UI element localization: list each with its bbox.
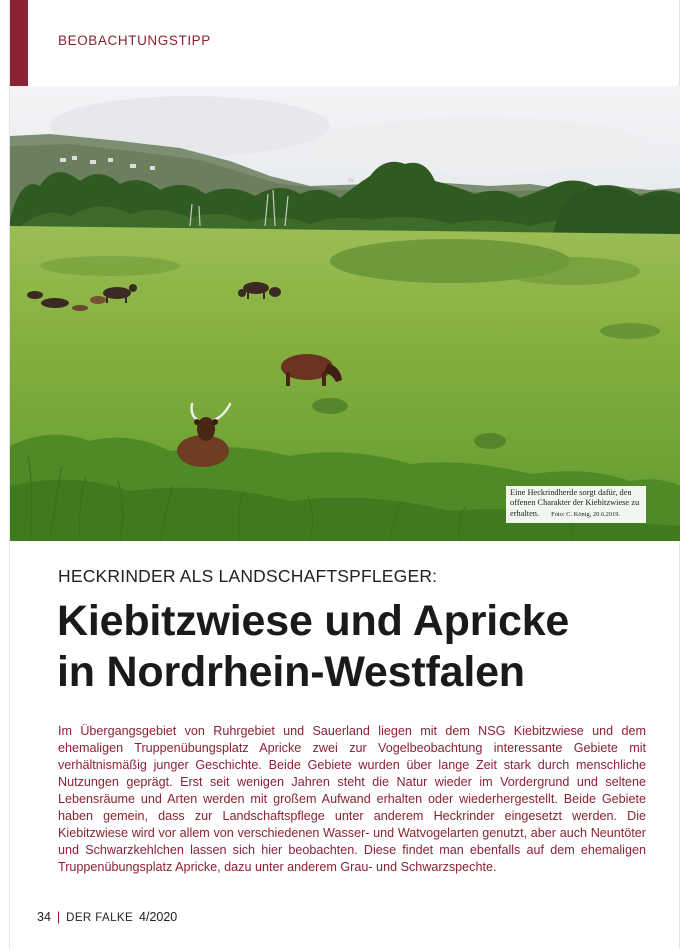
article-headline [57,596,677,698]
issue-number: 4/2020 [139,910,178,924]
footer-separator: | [56,910,61,924]
section-accent-bar [10,0,28,86]
photo-caption [506,486,646,523]
headline-line-1: Kiebitzwiese und Apricke [57,597,570,645]
article-lead: Im Übergangsgebiet von Ruhrgebiet und Sauerland liegen mit dem NSG Kiebitzwiese und dem ehemaligen Truppenübungsplatz Apricke zwei zur Vogelbeobachtung interessante Gebiete mit verhältnismäßig junger Geschichte. Beide Gebiete wurden über lange Zeit stark durch menschliche Nutzungen geprägt. Erst seit wenigen Jahren steht die Natur wieder im Vordergrund und seltene Lebensräume und Arten werden mit großem Aufwand erhalten oder wiederhergestellt. Beide Gebiete haben gemein, dass zur Landschaftspflege unter anderem Heckrinder eingesetzt werden. Die Kiebitzwiese wird vor allem von verschiedenen Wasser- und Watvogelarten genutzt, aber auch Neuntöter und Schwarzkehlchen lassen sich hier beobachten. Diese findet man ebenfalls auf dem ehemaligen Truppenübungsplatz Apricke, dazu unter anderem Grau- und Schwarzspechte. [58,724,646,874]
caption-text: Eine Heckrindherde sorgt dafür, den offenen Charakter der Kiebitzwiese zu erhalten. [510,488,640,518]
section-label: BEOBACHTUNGSTIPP [58,33,211,48]
photo-credit: Foto: C. König, 20.6.2019. [551,510,621,518]
page-footer [37,910,177,924]
meadow-photo [10,86,680,541]
headline-line-2: in Nordrhein-Westfalen [57,648,525,696]
page-number: 34 [37,910,51,924]
article-kicker: HECKRINDER ALS LANDSCHAFTSPFLEGER: [58,566,438,586]
magazine-name: DER FALKE [66,912,134,924]
